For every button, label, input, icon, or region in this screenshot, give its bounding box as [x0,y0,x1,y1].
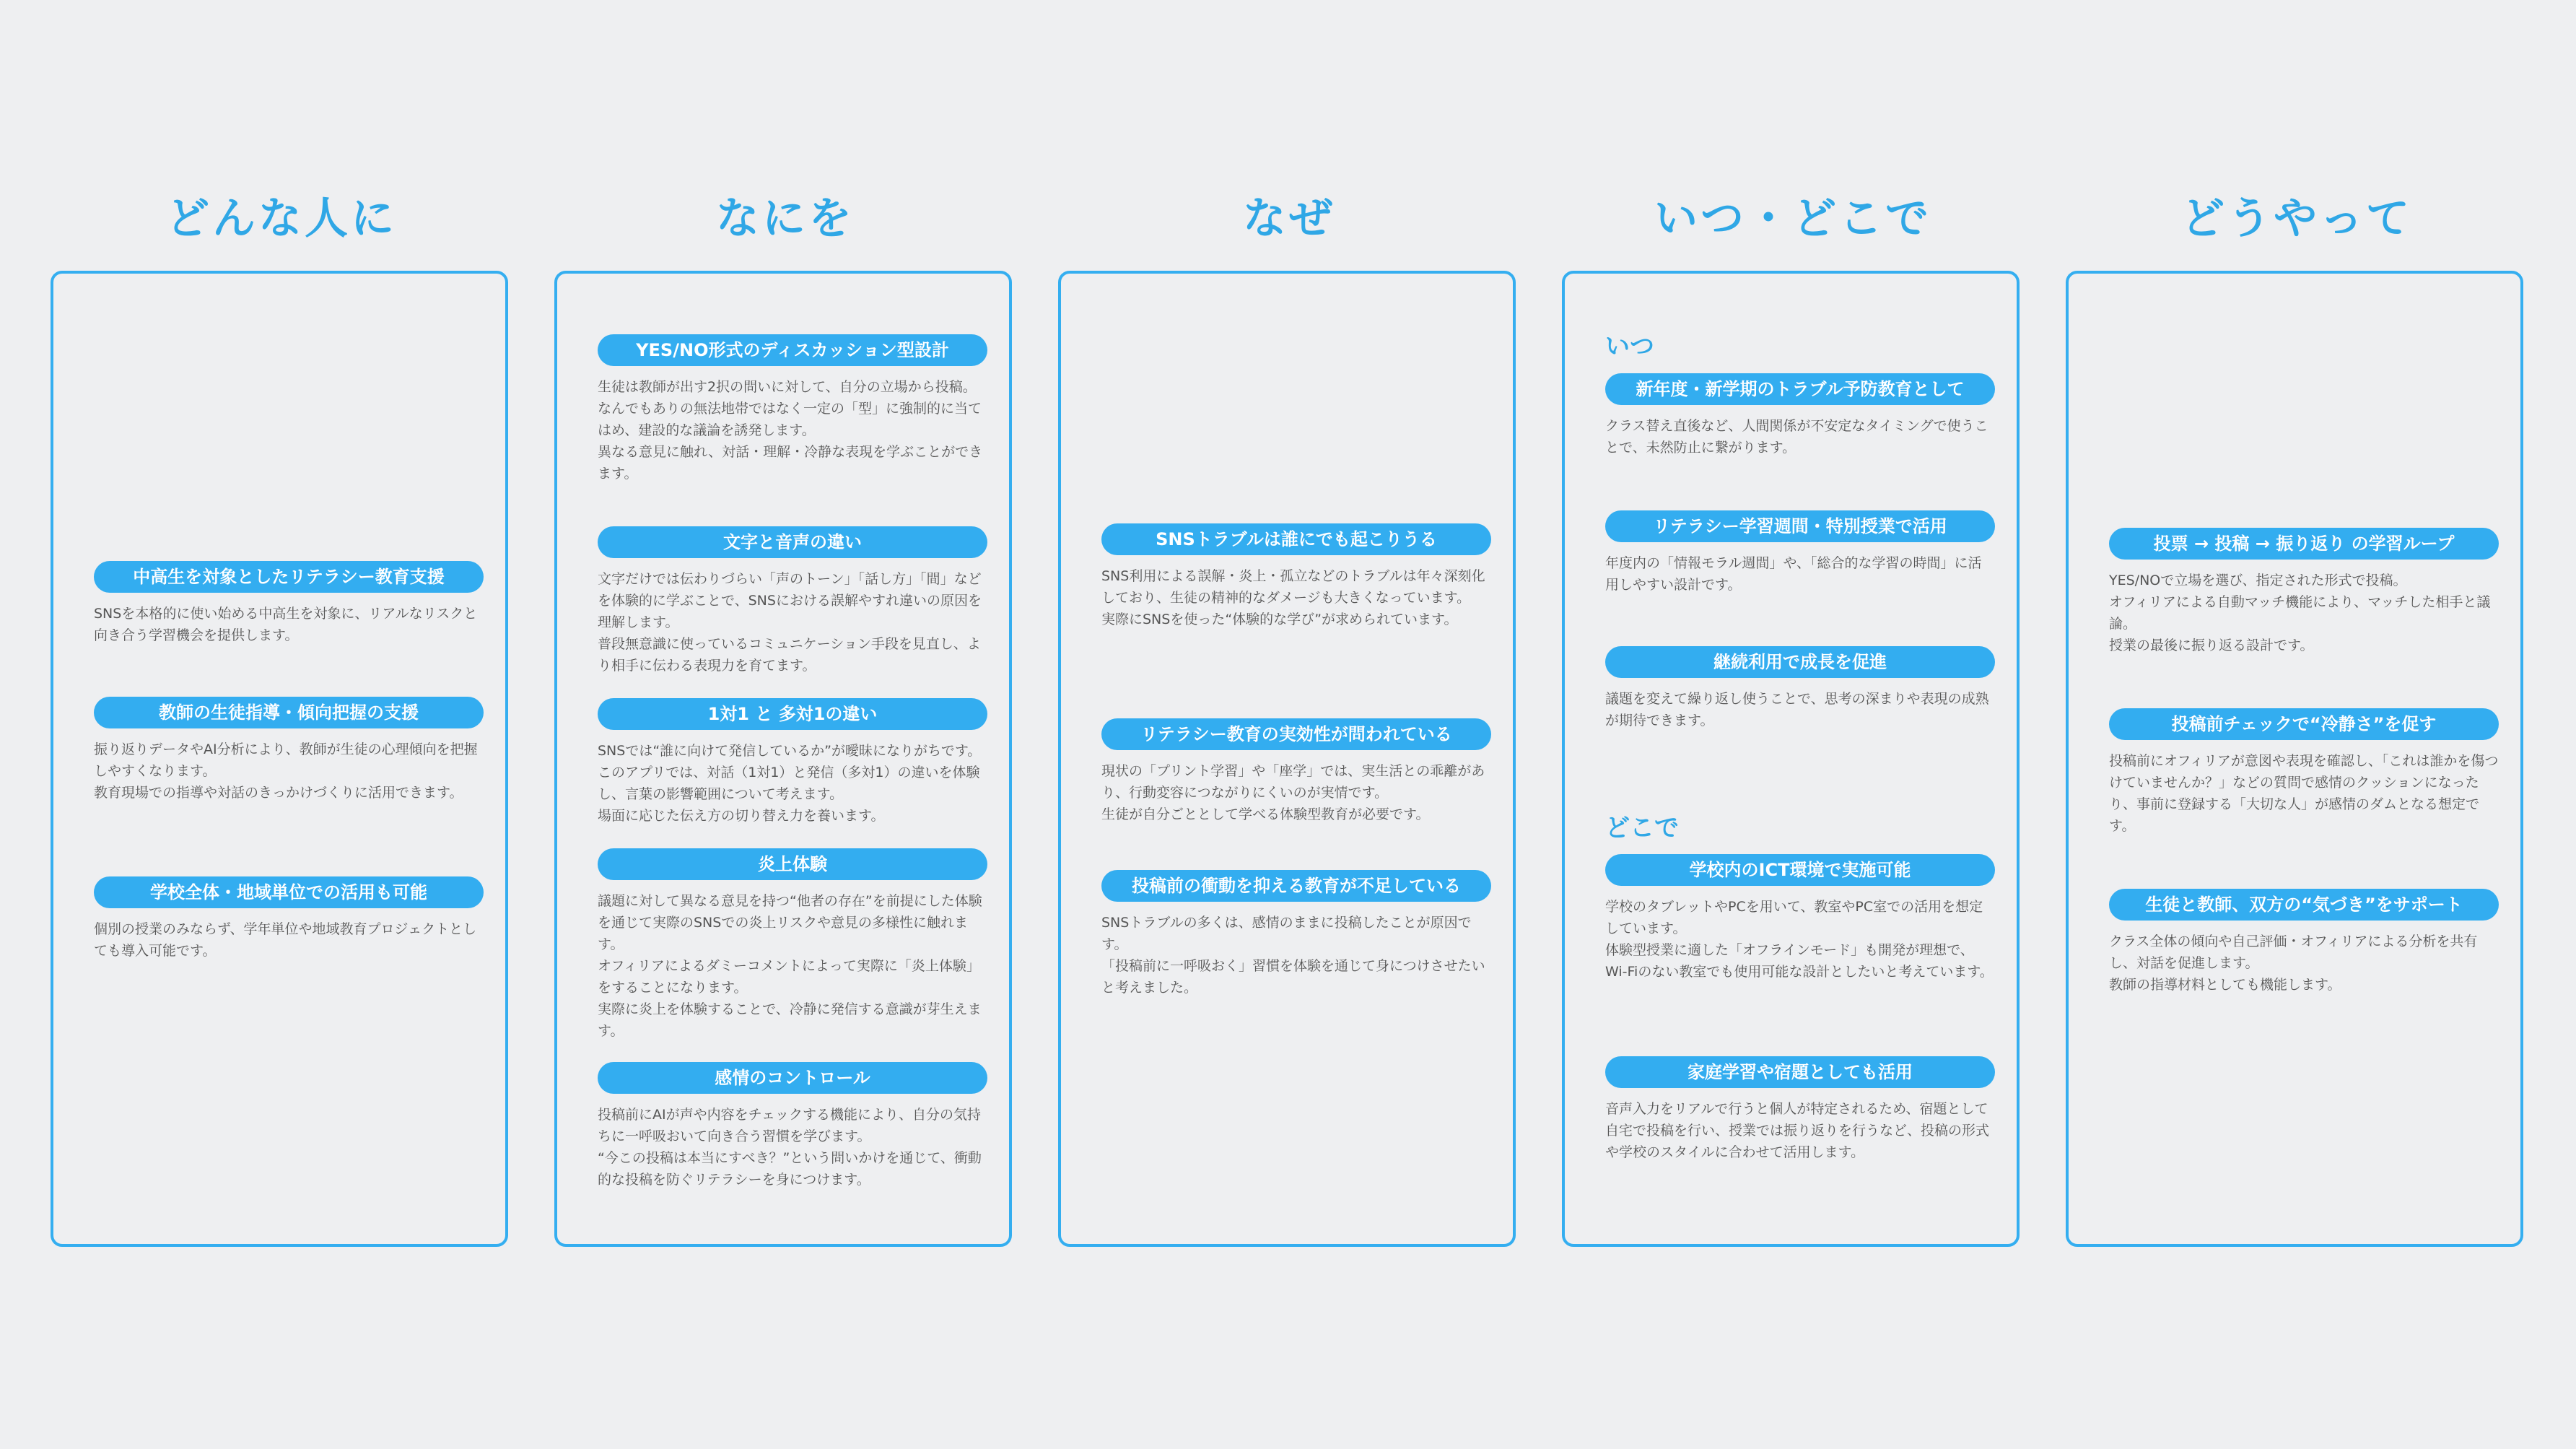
column-card [2066,271,2523,1247]
item-body: SNSでは“誰に向けて発信しているか”が曖昧になりがちです。このアプリでは、対話（1対1）と発信（多対1）の違いを体験し、言葉の影響範囲について考えます。 場面に応じた伝え方の切り替え力を養います。 [598,743,982,824]
item-heading: SNSトラブルは誰にでも起こりうる [1101,523,1491,555]
item-heading: リテラシー教育の実効性が問われている [1101,718,1491,750]
item-heading: 学校全体・地域単位での活用も可能 [94,876,484,908]
item-heading: 新年度・新学期のトラブル予防教育として [1605,373,1995,405]
item-heading: 1対1 と 多対1の違い [598,698,987,730]
item-block [1605,373,1995,458]
item-body: YES/NOで立場を選び、指定された形式で投稿。 オフィリアによる自動マッチ機能により、マッチした相手と議論。 授業の最後に振り返る設計です。 [2109,573,2491,653]
item-body: クラス替え直後など、人間関係が不安定なタイミングで使うことで、未然防止に繋がります。 [1605,418,1988,456]
item-body: 投稿前にオフィリアが意図や表現を確認し、「これは誰かを傷つけていませんか？」などの質問で感情のクッションになったり、事前に登録する「大切な人」が感情のダムとなる想定です。 [2109,753,2499,834]
item-block [598,526,987,676]
item-body: SNS利用による誤解・炎上・孤立などのトラブルは年々深刻化しており、生徒の精神的なダメージも大きくなっています。 実際にSNSを使った“体験的な学び”が求められています。 [1101,568,1485,627]
item-heading: 継続利用で成長を促進 [1605,646,1995,678]
item-block [2109,708,2499,837]
item-block [1101,523,1491,630]
item-body: 議題に対して異なる意見を持つ“他者の存在”を前提にした体験を通じて実際のSNSでの炎上リスクや意見の多様性に触れます。 オフィリアによるダミーコメントによって実際に「炎上体験」をすることになります。 実際に炎上を体験することで、冷静に発信する意識が芽生えます。 [598,893,982,1039]
item-body: 学校のタブレットやPCを用いて、教室やPC室での活用を想定しています。 体験型授業に適した「オフラインモード」も開発が理想で、Wi-Fiのない教室でも使用可能な設計としたいと考えています。 [1605,899,1994,980]
item-body: 投稿前にAIが声や内容をチェックする機能により、自分の気持ちに一呼吸おいて向き合う習慣を学びます。 “今この投稿は本当にすべき？”という問いかけを通じて、衝動的な投稿を防ぐリテラシーを身につけます。 [598,1107,982,1188]
item-block [598,698,987,827]
item-block [1605,510,1995,596]
item-body: 音声入力をリアルで行うと個人が特定されるため、宿題として自宅で投稿を行い、授業では振り返りを行うなど、投稿の形式や学校のスタイルに合わせて活用します。 [1605,1101,1990,1160]
item-body: SNSを本格的に使い始める中高生を対象に、リアルなリスクと向き合う学習機会を提供します。 [94,606,478,643]
item-body: 生徒は教師が出す2択の問いに対して、自分の立場から投稿。 なんでもありの無法地帯ではなく一定の「型」に強制的に当てはめ、建設的な議論を誘発します。 異なる意見に触れ、対話・理解・冷静な表現を学ぶことができます。 [598,379,983,482]
item-heading: 生徒と教師、双方の“気づき”をサポート [2109,889,2499,921]
item-block [598,848,987,1042]
item-body: 文字だけでは伝わりづらい「声のトーン」「話し方」「間」などを体験的に学ぶことで、SNSにおける誤解やすれ違いの原因を理解します。 普段無意識に使っているコミュニケーション手段を見直し、より相手に伝わる表現力を育てます。 [598,571,982,674]
item-heading: 文字と音声の違い [598,526,987,558]
column-title: なぜ [1243,193,1335,244]
item-block [1605,854,1995,983]
where-label: どこで [1605,814,1679,843]
column-title: どんな人に [166,193,397,244]
column-card [554,271,1012,1247]
item-heading: 投稿前の衝動を抑える教育が不足している [1101,870,1491,902]
item-block [1605,1056,1995,1163]
item-body: 議題を変えて繰り返し使うことで、思考の深まりや表現の成熟が期待できます。 [1605,691,1989,728]
item-block [94,697,484,804]
column-title: いつ・どこで [1654,193,1931,244]
column-title: なにを [716,193,855,244]
item-heading: 投票 → 投稿 → 振り返り の学習ループ [2109,528,2499,560]
item-block [94,876,484,962]
item-heading: 家庭学習や宿題としても活用 [1605,1056,1995,1088]
item-heading: 感情のコントロール [598,1062,987,1094]
item-block [598,334,987,484]
item-block [2109,528,2499,656]
item-heading: リテラシー学習週間・特別授業で活用 [1605,510,1995,542]
item-block [2109,889,2499,996]
item-body: SNSトラブルの多くは、感情のままに投稿したことが原因です。 「投稿前に一呼吸おく」習慣を体験を通じて身につけさせたいと考えました。 [1101,915,1485,996]
item-heading: 中高生を対象としたリテラシー教育支援 [94,561,484,593]
item-body: 年度内の「情報モラル週間」や、「総合的な学習の時間」に活用しやすい設計です。 [1605,555,1982,593]
item-block [1101,870,1491,998]
column-card [51,271,508,1247]
column-title: どうやって [2181,193,2412,244]
column-card [1058,271,1516,1247]
item-heading: 学校内のICT環境で実施可能 [1605,854,1995,886]
item-heading: 投稿前チェックで“冷静さ”を促す [2109,708,2499,740]
item-block [94,561,484,646]
item-body: 個別の授業のみならず、学年単位や地域教育プロジェクトとしても導入可能です。 [94,921,477,959]
item-heading: 炎上体験 [598,848,987,880]
item-block [1101,718,1491,825]
item-body: 振り返りデータやAI分析により、教師が生徒の心理傾向を把握しやすくなります。 教育現場での指導や対話のきっかけづくりに活用できます。 [94,741,478,801]
item-body: 現状の「プリント学習」や「座学」では、実生活との乖離があり、行動変容につながりにくいのが実情です。 生徒が自分ごととして学べる体験型教育が必要です。 [1101,763,1485,822]
item-body: クラス全体の傾向や自己評価・オフィリアによる分析を共有し、対話を促進します。 教師の指導材料としても機能します。 [2109,934,2478,993]
item-block [1605,646,1995,731]
item-heading: YES/NO形式のディスカッション型設計 [598,334,987,366]
item-heading: 教師の生徒指導・傾向把握の支援 [94,697,484,728]
column-card [1562,271,2020,1247]
item-block [598,1062,987,1191]
when-label: いつ [1605,332,1654,361]
